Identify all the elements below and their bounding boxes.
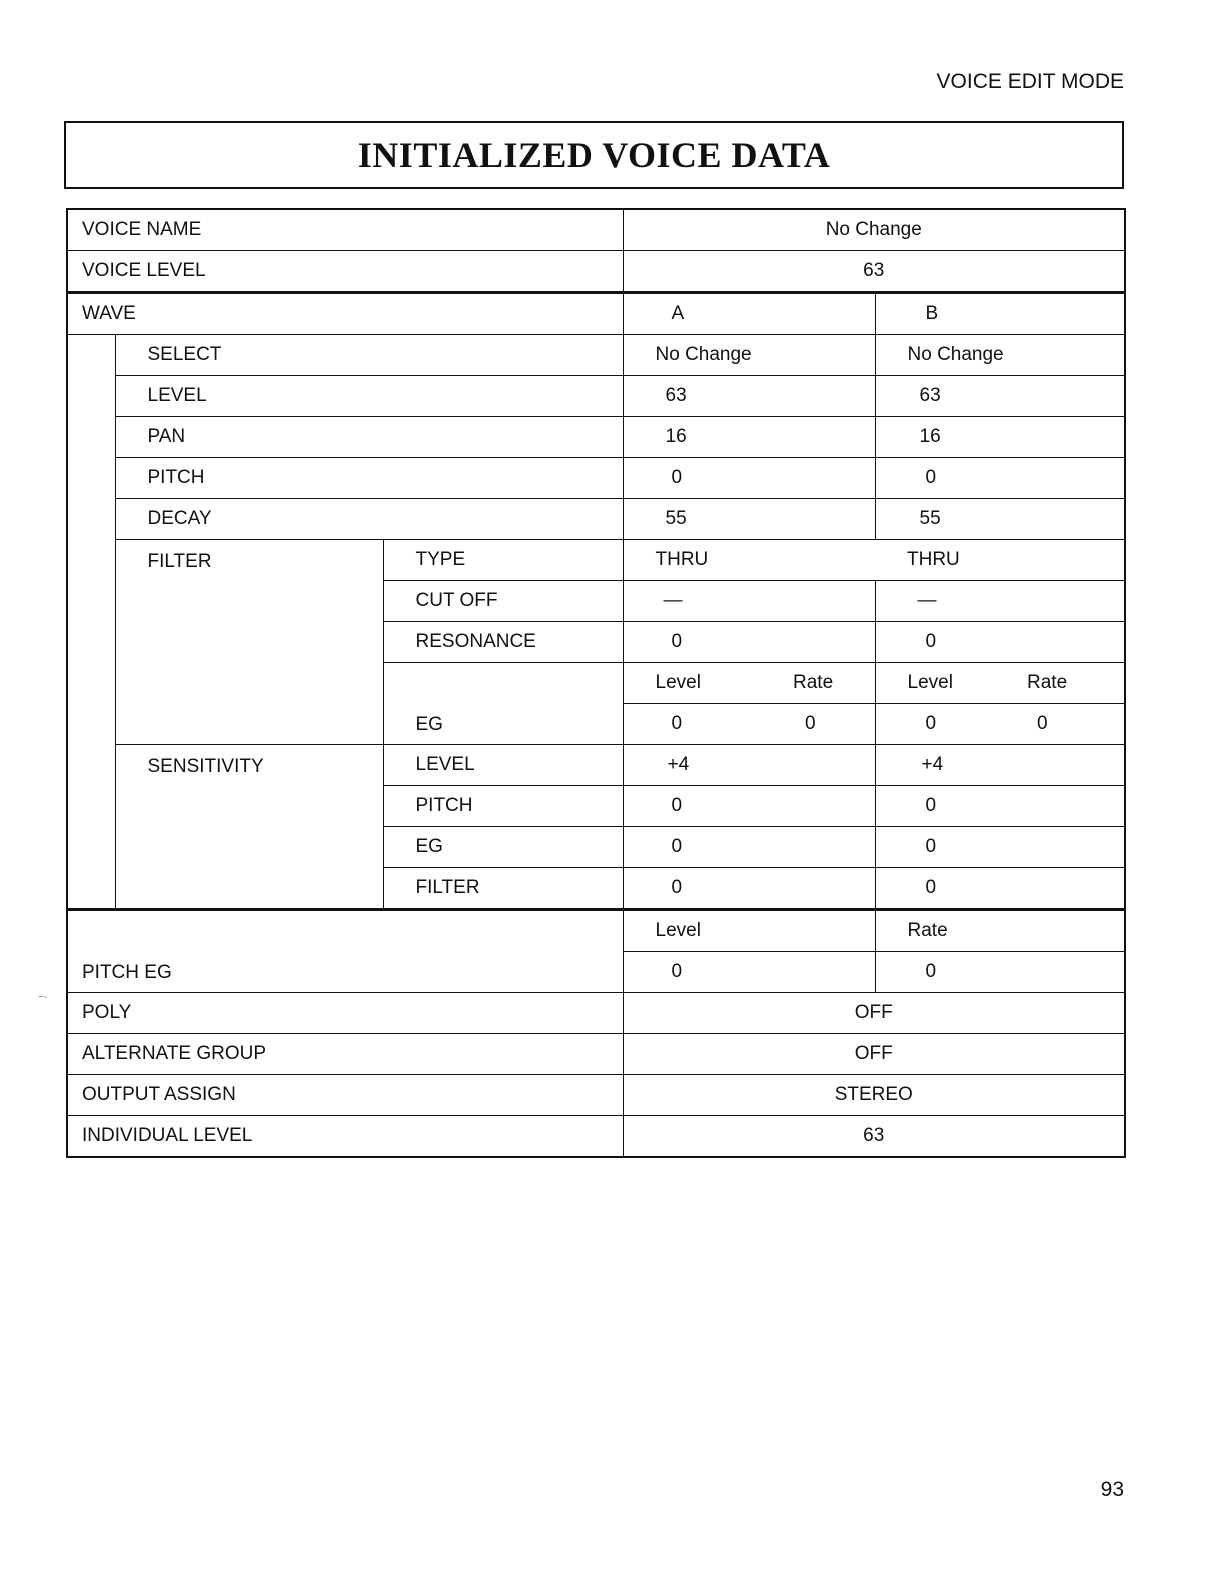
filter-eg-label: EG [383, 663, 623, 745]
sens-eg-label: EG [383, 827, 623, 868]
select-b: No Change [875, 335, 1125, 376]
pan-label: PAN [115, 417, 623, 458]
voice-data-table [66, 208, 1126, 1158]
individual-level-value: 63 [623, 1116, 1125, 1158]
page-title: INITIALIZED VOICE DATA [357, 135, 831, 175]
pan-a: 16 [623, 417, 875, 458]
poly-value: OFF [623, 993, 1125, 1034]
pitch-eg-rate: 0 [875, 952, 1125, 993]
row-wave-header [67, 293, 1125, 335]
select-a: No Change [623, 335, 875, 376]
level-b: 63 [875, 376, 1125, 417]
wave-label: WAVE [67, 293, 623, 335]
row-wave-select [67, 335, 1125, 376]
individual-level-label: INDIVIDUAL LEVEL [67, 1116, 623, 1158]
filter-eg-a-rate-header: Rate [753, 663, 875, 704]
sens-level-b: +4 [875, 745, 1125, 786]
row-voice-name [67, 209, 1125, 251]
voice-name-label: VOICE NAME [67, 209, 623, 251]
page-number: 93 [1100, 1478, 1124, 1501]
output-assign-value: STEREO [623, 1075, 1125, 1116]
pitch-label: PITCH [115, 458, 623, 499]
decay-b: 55 [875, 499, 1125, 540]
pitch-eg-rate-header: Rate [875, 910, 1125, 952]
filter-eg-b-level-header: Level [875, 663, 995, 704]
pan-b: 16 [875, 417, 1125, 458]
sensitivity-label: SENSITIVITY [115, 745, 383, 910]
decay-a: 55 [623, 499, 875, 540]
select-label: SELECT [115, 335, 623, 376]
filter-eg-b-rate-header: Rate [995, 663, 1125, 704]
wave-gutter [67, 335, 115, 910]
row-output-assign [67, 1075, 1125, 1116]
row-alternate-group [67, 1034, 1125, 1075]
resonance-b: 0 [875, 622, 1125, 663]
filter-eg-a-level: 0 [623, 704, 753, 745]
filter-eg-b-level: 0 [875, 704, 995, 745]
voice-level-value: 63 [623, 251, 1125, 293]
cutoff-a: — [623, 581, 875, 622]
pitch-eg-level: 0 [623, 952, 875, 993]
sens-level-a: +4 [623, 745, 875, 786]
sens-pitch-a: 0 [623, 786, 875, 827]
row-wave-pan [67, 417, 1125, 458]
alternate-group-label: ALTERNATE GROUP [67, 1034, 623, 1075]
filter-label: FILTER [115, 540, 383, 745]
voice-name-value: No Change [623, 209, 1125, 251]
level-label: LEVEL [115, 376, 623, 417]
sens-filter-b: 0 [875, 868, 1125, 910]
sens-filter-a: 0 [623, 868, 875, 910]
row-individual-level [67, 1116, 1125, 1158]
sens-level-label: LEVEL [383, 745, 623, 786]
row-wave-decay [67, 499, 1125, 540]
title-box [64, 121, 1124, 189]
cutoff-label: CUT OFF [383, 581, 623, 622]
resonance-a: 0 [623, 622, 875, 663]
poly-label: POLY [67, 993, 623, 1034]
sens-pitch-b: 0 [875, 786, 1125, 827]
sens-eg-b: 0 [875, 827, 1125, 868]
row-wave-level [67, 376, 1125, 417]
pitch-a: 0 [623, 458, 875, 499]
filter-type-label: TYPE [383, 540, 623, 581]
cutoff-b: — [875, 581, 1125, 622]
wave-col-a-header: A [623, 293, 875, 335]
level-a: 63 [623, 376, 875, 417]
sens-pitch-label: PITCH [383, 786, 623, 827]
pitch-eg-label: PITCH EG [67, 910, 623, 993]
decay-label: DECAY [115, 499, 623, 540]
filter-type-a: THRU [623, 540, 875, 581]
row-sensitivity-level [67, 745, 1125, 786]
alternate-group-value: OFF [623, 1034, 1125, 1075]
filter-type-b: THRU [875, 540, 1125, 581]
row-poly [67, 993, 1125, 1034]
wave-col-b-header: B [875, 293, 1125, 335]
filter-eg-a-level-header: Level [623, 663, 753, 704]
sens-filter-label: FILTER [383, 868, 623, 910]
margin-mark: ~- [38, 992, 48, 1003]
row-voice-level [67, 251, 1125, 293]
filter-eg-a-rate: 0 [753, 704, 875, 745]
output-assign-label: OUTPUT ASSIGN [67, 1075, 623, 1116]
filter-eg-b-rate: 0 [995, 704, 1125, 745]
row-pitch-eg-header [67, 910, 1125, 952]
sens-eg-a: 0 [623, 827, 875, 868]
running-header: VOICE EDIT MODE [936, 70, 1124, 93]
row-wave-pitch [67, 458, 1125, 499]
resonance-label: RESONANCE [383, 622, 623, 663]
pitch-eg-level-header: Level [623, 910, 875, 952]
voice-level-label: VOICE LEVEL [67, 251, 623, 293]
pitch-b: 0 [875, 458, 1125, 499]
row-filter-type [67, 540, 1125, 581]
